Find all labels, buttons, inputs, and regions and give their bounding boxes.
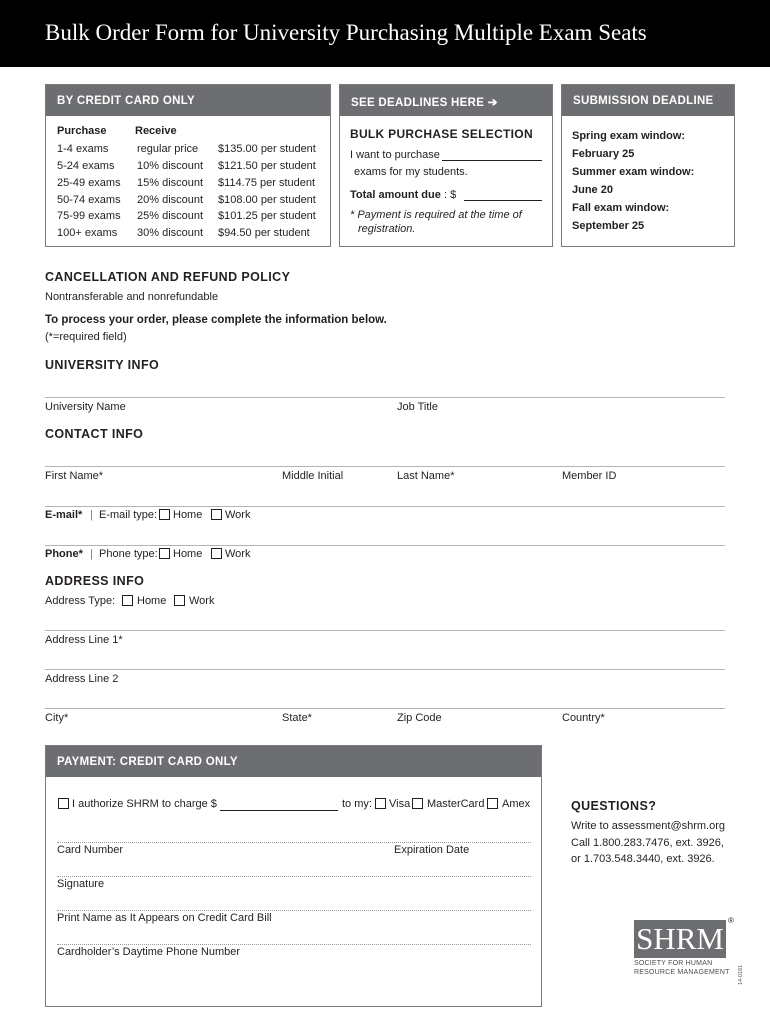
bulk-selection-title: BULK PURCHASE SELECTION [350, 127, 533, 141]
total-amount-dollar: : $ [444, 189, 457, 201]
phone-home-checkbox[interactable] [159, 548, 170, 559]
pricing-exams: 75-99 exams [57, 210, 121, 222]
zip-label: Zip Code [397, 712, 442, 724]
cardholder-phone-label: Cardholder’s Daytime Phone Number [57, 946, 241, 958]
email-separator: | [90, 509, 93, 521]
first-name-label: First Name* [45, 470, 104, 482]
registered-mark: ® [728, 916, 734, 925]
required-note: (*=required field) [45, 331, 127, 343]
deadline-item: February 25 [572, 148, 635, 160]
logo-subtitle-2: RESOURCE MANAGEMENT [634, 969, 730, 976]
expiration-label: Expiration Date [394, 844, 470, 856]
address-work-label: Work [189, 595, 215, 607]
member-id-label: Member ID [562, 470, 617, 482]
receive-column-header: Receive [135, 125, 177, 137]
deadline-item: June 20 [572, 184, 613, 196]
state-label: State* [282, 712, 312, 724]
credit-box-heading: BY CREDIT CARD ONLY [46, 85, 330, 116]
university-field-line[interactable] [45, 397, 725, 398]
phone-separator: | [90, 548, 93, 560]
visa-label: Visa [389, 798, 411, 810]
card-number-label: Card Number [57, 844, 124, 856]
print-name-label: Print Name as It Appears on Credit Card Bill [57, 912, 272, 924]
questions-phone-2: or 1.703.548.3440, ext. 3926. [571, 853, 715, 865]
university-name-label: University Name [45, 401, 126, 413]
mastercard-checkbox[interactable] [412, 798, 423, 809]
phone-type-label: Phone type: [99, 548, 158, 560]
payment-heading: PAYMENT: CREDIT CARD ONLY [46, 746, 541, 777]
address-type-label: Address Type: [45, 595, 116, 607]
to-my-label: to my: [342, 798, 372, 810]
email-field-line[interactable] [45, 506, 725, 507]
email-label: E-mail* [45, 509, 83, 521]
submission-deadline-box [561, 84, 735, 247]
phone-label: Phone* [45, 548, 83, 560]
city-field-line[interactable] [45, 708, 725, 709]
address-line2-field[interactable] [45, 669, 725, 670]
exams-for-students-label: exams for my students. [354, 166, 468, 178]
payment-note-cont: registration. [358, 223, 416, 235]
address-line1-field[interactable] [45, 630, 725, 631]
questions-phone-1: Call 1.800.283.7476, ext. 3926, [571, 837, 724, 849]
pricing-price: $135.00 per student [218, 143, 316, 155]
deadline-item: Spring exam window: [572, 130, 686, 142]
cardholder-phone-field[interactable] [57, 944, 531, 945]
total-amount-field[interactable] [464, 200, 542, 201]
address-home-checkbox[interactable] [122, 595, 133, 606]
pricing-exams: 50-74 exams [57, 194, 121, 206]
email-home-label: Home [173, 509, 203, 521]
city-label: City* [45, 712, 69, 724]
email-work-checkbox[interactable] [211, 509, 222, 520]
signature-field[interactable] [57, 876, 531, 877]
pricing-price: $108.00 per student [218, 194, 316, 206]
amex-checkbox[interactable] [487, 798, 498, 809]
address-line2-label: Address Line 2 [45, 673, 119, 685]
payment-box [45, 745, 542, 1007]
phone-field-line[interactable] [45, 545, 725, 546]
address-line1-label: Address Line 1* [45, 634, 123, 646]
signature-label: Signature [57, 878, 105, 890]
deadline-item: September 25 [572, 220, 645, 232]
policy-heading: CANCELLATION AND REFUND POLICY [45, 270, 291, 284]
last-name-label: Last Name* [397, 470, 455, 482]
total-amount-label: Total amount due [350, 189, 441, 201]
print-name-field[interactable] [57, 910, 531, 911]
contact-heading: CONTACT INFO [45, 427, 144, 441]
visa-checkbox[interactable] [375, 798, 386, 809]
pricing-discount: 20% discount [137, 194, 204, 206]
want-to-purchase-label: I want to purchase [350, 149, 440, 161]
process-instruction: To process your order, please complete the information below. [45, 314, 387, 326]
charge-amount-field[interactable] [220, 810, 338, 811]
country-label: Country* [562, 712, 605, 724]
pricing-price: $94.50 per student [218, 227, 310, 239]
pricing-discount: 10% discount [137, 160, 204, 172]
payment-note: * Payment is required at the time of [350, 209, 522, 221]
job-title-label: Job Title [397, 401, 438, 413]
amex-label: Amex [502, 798, 531, 810]
university-heading: UNIVERSITY INFO [45, 358, 160, 372]
pricing-price: $114.75 per student [218, 177, 316, 189]
authorize-label: I authorize SHRM to charge $ [72, 798, 217, 810]
pricing-discount: 30% discount [137, 227, 204, 239]
pricing-exams: 25-49 exams [57, 177, 121, 189]
pricing-discount: 15% discount [137, 177, 204, 189]
middle-initial-label: Middle Initial [282, 470, 344, 482]
pricing-exams: 5-24 exams [57, 160, 115, 172]
pricing-price: $121.50 per student [218, 160, 316, 172]
pricing-exams: 1-4 exams [57, 143, 109, 155]
policy-text: Nontransferable and nonrefundable [45, 291, 219, 303]
card-number-field[interactable] [57, 842, 531, 843]
deadline-item: Fall exam window: [572, 202, 670, 214]
email-type-label: E-mail type: [99, 509, 158, 521]
questions-email[interactable]: Write to assessment@shrm.org [571, 820, 726, 832]
pricing-discount: 25% discount [137, 210, 204, 222]
bulk-purchase-box [339, 84, 553, 247]
address-home-label: Home [137, 595, 167, 607]
submission-heading: SUBMISSION DEADLINE [562, 85, 734, 116]
email-work-label: Work [225, 509, 251, 521]
phone-work-label: Work [225, 548, 251, 560]
authorize-checkbox[interactable] [58, 798, 69, 809]
name-field-line[interactable] [45, 466, 725, 467]
email-home-checkbox[interactable] [159, 509, 170, 520]
pricing-price: $101.25 per student [218, 210, 316, 222]
pricing-exams: 100+ exams [57, 227, 118, 239]
form-code: 14-0161 [738, 964, 744, 985]
deadline-item: Summer exam window: [572, 166, 695, 178]
exam-count-field[interactable] [442, 160, 542, 161]
questions-heading: QUESTIONS? [571, 799, 657, 813]
deadlines-heading[interactable]: SEE DEADLINES HERE ➔ [340, 85, 552, 116]
phone-work-checkbox[interactable] [211, 548, 222, 559]
credit-card-pricing-box [45, 84, 331, 247]
logo-subtitle-1: SOCIETY FOR HUMAN [634, 960, 713, 967]
address-heading: ADDRESS INFO [45, 574, 145, 588]
pricing-discount: regular price [137, 143, 199, 155]
address-work-checkbox[interactable] [174, 595, 185, 606]
phone-home-label: Home [173, 548, 203, 560]
page-title: Bulk Order Form for University Purchasing Multiple Exam Seats [45, 20, 647, 45]
mastercard-label: MasterCard [427, 798, 485, 810]
page-header [0, 0, 770, 67]
purchase-column-header: Purchase [57, 125, 107, 137]
shrm-logo: SHRM [634, 920, 726, 958]
